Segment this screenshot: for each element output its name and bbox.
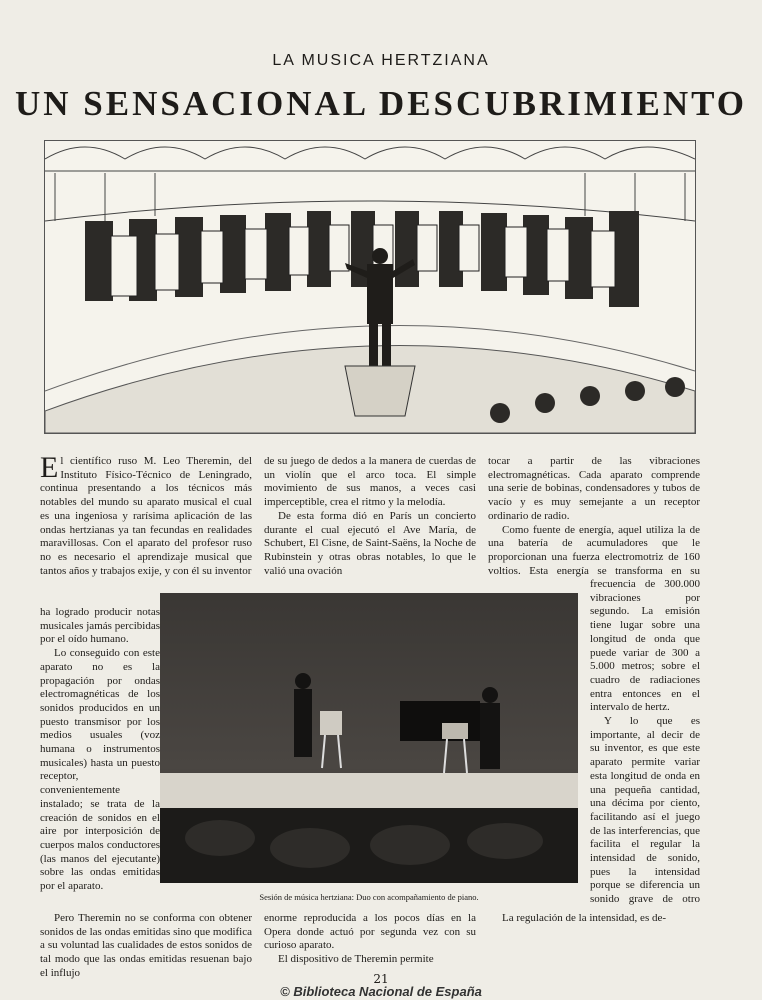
article-column-3-narrow <box>590 578 700 908</box>
headline: UN SENSACIONAL DESCUBRIMIENTO <box>14 84 748 123</box>
orchestra-illustration <box>44 140 696 434</box>
paragraph: tocar a partir de las vibraciones electromagnéticas. Cada aparato comprende una serie de bobinas, condensadores y tubos de vacío y es muy semejante a un receptor ordinario de radio. <box>488 455 700 522</box>
paragraph: Lo conseguido con este aparato no es la propagación por ondas electromagnéticas de los sonidos producidos en un puesto transmisor por los medios usuales (voz humana o instrumentos musicales) hasta un puesto receptor, convenientemente instalado; se trata de la creación de sonidos en el aire por interposición de cuerpos malos conductores (las manos del ejecutante) sobre las ondas emitidas por el aparato. <box>40 647 160 893</box>
photo-caption: Sesión de música hertziana: Duo con acompañamiento de piano. <box>259 892 479 902</box>
section-kicker: LA MUSICA HERTZIANA <box>272 52 490 69</box>
paragraph: frecuencia de 300.000 vibraciones por segundo. La emisión tiene lugar sobre una longitud de onda que puede variar de 300 a 5.000 metros; sobre el cuadro de radiaciones entra entonces en el intervalo de hertz. <box>590 578 700 714</box>
drop-cap: E <box>40 455 59 484</box>
article-column-2 <box>264 455 476 585</box>
concert-photo-frame <box>160 593 578 883</box>
concert-photo-icon <box>160 593 578 883</box>
paragraph-intro: l científico ruso M. Leo Theremin, del Instituto Físico-Técnico de Leningrado, continua presentando a los técnicos más notables del mundo su aparato musical el cual es una ingeniosa y rarísima aplicación de las ondas hertzianas ya tan fecundas en realidades maravillosas. Con el aparato del profesor ruso no es necesario el aprendizaje musical que tantos años y trabajos exije, y con él su inventor <box>40 455 252 577</box>
article-column-3 <box>488 455 700 578</box>
paragraph: de su juego de dedos a la manera de cuerdas de un violín que el arco toca. El simple movimiento de sus manos, a veces casi imperceptible, crea el ritmo y la melodía. <box>264 455 476 509</box>
paragraph: enorme reproducida a los pocos días en la Opera donde actuó por segunda vez con su curioso aparato. <box>264 912 476 952</box>
paragraph: El dispositivo de Theremin permite <box>278 953 434 966</box>
watermark: © Biblioteca Nacional de España <box>280 984 482 999</box>
article-column-1-narrow <box>40 606 160 906</box>
paragraph: De esta forma dió en París un concierto durante el cual ejecutó el Ave María, de Schubert, El Cisne, de Saint-Saëns, la Noche de Rubinstein y otras obras notables, lo que le valió una ovación <box>264 509 476 577</box>
article-column-1 <box>40 455 252 603</box>
paragraph: ha logrado producir notas musicales jamás percibidas por el oído humano. <box>40 606 160 646</box>
orchestra-illustration-icon <box>45 141 695 433</box>
paragraph: Y lo que es importante, al decir de su inventor, es que este aparato permite variar esta longitud de onda en una pequeña cantidad, una décima por ciento, facilitando así el juego de las interferencias, que facilita el regular la intensidad de sonido, pues la intensidad porque se diferencia un sonido grave de otro <box>590 715 700 906</box>
paragraph: La regulación de la intensidad, es de- <box>502 912 667 924</box>
paragraph: Como fuente de energía, aquel utiliza la de una batería de acumuladores que le proporcionan una fuerza electromotriz de 160 voltios. Esta energía se transforma en su <box>488 523 700 577</box>
concert-photo <box>160 593 578 883</box>
page-number: 21 <box>373 972 389 986</box>
paragraph: Pero Theremin no se conforma con obtener sonidos de las ondas emitidas sino que modifica a su voluntad las cualidades de estos sonidos de tal modo que las ondas emitidas resuenan bajo el influjo <box>40 912 252 979</box>
